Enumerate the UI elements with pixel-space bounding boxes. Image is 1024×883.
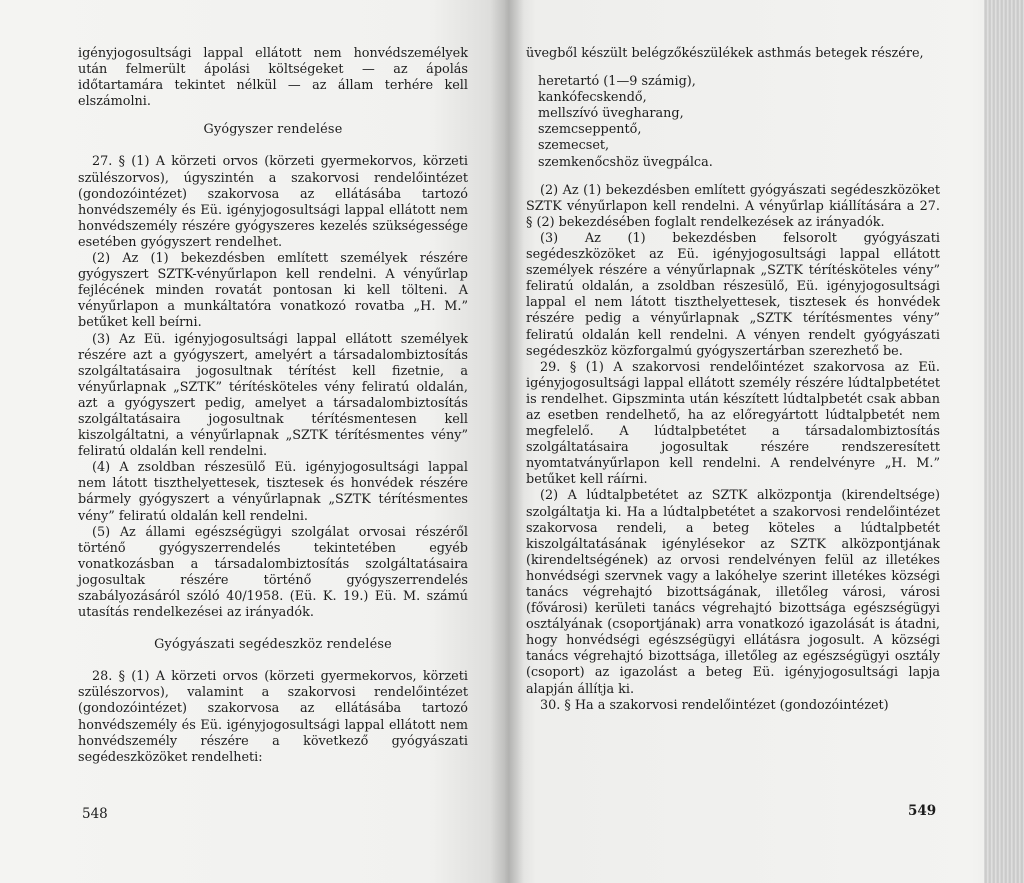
left-page-text xyxy=(78,46,468,766)
right-intro-paragraph: üvegből készült belégzőkészülékek asthmás betegek részére, xyxy=(526,46,924,61)
section-heading-medicine: Gyógyszer rendelése xyxy=(203,122,343,138)
paragraph-28-3: (3) Az (1) bekezdésben felsorolt gyógyászati segédeszközöket az Eü. igényjogosultsági lappal ellátott személyek részére a vényűrlapnak „SZTK térítésköteles vény” feliratú oldalán, a zsoldban részesülő, Eü. igényjogosultsági lappal el nem látott tiszthelyettesek, tisztesek és honvédek részére pedig a vényűrlapnak „SZTK térítésmentes vény” feliratú oldalán kell rendelni. A vényen rendelt gyógyászati segédeszköz közforgalmú gyógyszertárban szerezhető be. xyxy=(526,230,940,359)
left-page-number: 548 xyxy=(82,806,108,822)
list-item: heretartó (1—9 számig), xyxy=(538,74,696,90)
paragraph-27-4: (4) A zsoldban részesülő Eü. igényjogosultsági lappal nem látott tiszthelyettesek, tisztesek és honvédek részére bármely gyógyszert a vényűrlapnak „SZTK térítésmentes vény” feliratú oldalán kell rendelni. xyxy=(78,460,468,524)
paragraph-29-2: (2) A lúdtalpbetétet az SZTK alközpontja (kirendeltsége) szolgáltatja ki. Ha a lúdtalpbetétet a szakorvosi rendelőintézet szakorvosa rendeli, a beteg köteles a lúdtalpbetét kiszolgáltatásának igénylésekor az SZTK alközpontjának (kirendeltségének) az orvosi rendelvényen felül az illetékes honvédségi szervnek vagy a lakóhelye szerint illetékes községi tanács végrehajtó bizottságának, illetőleg városi, városi (fővárosi) kerületi tanács végrehajtó bizottsága egészségügyi osztályának (csoportjának) arra vonatkozó igazolását is átadni, hogy honvédségi egészségügyi ellátásra jogosult. A községi tanács végrehajtó bizottsága, illetőleg az egészségügyi osztály (csoport) az igazolást a beteg Eü. igényjogosultsági lapja alapján állítja ki. xyxy=(526,488,940,697)
list-item: mellszívó üvegharang, xyxy=(538,106,684,122)
paragraph-28-1: 28. § (1) A körzeti orvos (körzeti gyermekorvos, körzeti szülészorvos), valamint a szakorvosi rendelőintézet (gondozóintézet) szakorvosa az ellátásába tartozó honvédszemély és Eü. igényjogosultsági lappal ellátott nem honvédszemély részére a következő gyógyászati segédeszközöket rendelheti: xyxy=(78,669,468,765)
paragraph-29-1: 29. § (1) A szakorvosi rendelőintézet szakorvosa az Eü. igényjogosultsági lappal ellátott személy részére lúdtalpbetétet is rendelhet. Gipszminta után készített lúdtalpbetét csak abban az esetben rendelhető, ha az előregyártott lúdtalpbetét nem megfelelő. A lúdtalpbetétet a társadalombiztosítás szolgáltatásaira jogosultak részére rendszeresített nyomtatványűrlapon kell rendelni. A rendelvényre „H. M.” betűket kell ráírni. xyxy=(526,359,940,488)
paragraph-27-1: 27. § (1) A körzeti orvos (körzeti gyermekorvos, körzeti szülészorvos), úgyszintén a szakorvosi rendelőintézet (gondozóintézet) szakorvosa az ellátásába tartozó honvédszemély és Eü. igényjogosultsági lappal ellátott nem honvédszemély részére gyógyszeres kezelés szükségessége esetében gyógyszert rendelhet. xyxy=(78,154,468,250)
list-item: szemcseppentő, xyxy=(538,122,642,138)
section-heading-medical-aids: Gyógyászati segédeszköz rendelése xyxy=(154,637,392,653)
medical-aids-list xyxy=(526,74,940,171)
paragraph-27-3: (3) Az Eü. igényjogosultsági lappal ellátott személyek részére azt a gyógyszert, amelyért a társadalombiztosítás szolgáltatásaira jogosultnak térítést kell fizetnie, a vényűrlapnak „SZTK” térítésköteles vény feliratú oldalán, azt a gyógyszert pedig, amelyet a társadalombiztosítás szolgáltatásaira jogosultnak térítésmentesen kell kiszolgáltatni, a vényűrlapnak „SZTK térítésmentes vény” feliratú oldalán kell rendelni. xyxy=(78,331,468,460)
paragraph-27-5: (5) Az állami egészségügyi szolgálat orvosai részéről történő gyógyszerrendelés tekintetében egyéb vonatkozásban a társadalombiztosítás szolgáltatásaira jogosultak részére történő gyógyszerrendelés szabályozásáról szóló 40/1958. (Eü. K. 19.) Eü. M. számú utasítás rendelkezései az irányadók. xyxy=(78,524,468,621)
paragraph-27-2: (2) Az (1) bekezdésben említett személyek részére gyógyszert SZTK-vényűrlapon kell rendelni. A vényűrlap fejlécének minden rovatát pontosan ki kell tölteni. A vényűrlapon a munkáltatóra vonatkozó rovatba „H. M.” betűket kell beírni. xyxy=(78,251,468,331)
paragraph-30: 30. § Ha a szakorvosi rendelőintézet (gondozóintézet) xyxy=(540,697,889,713)
right-page-text xyxy=(526,46,940,714)
page-edges xyxy=(984,0,1024,883)
list-item: szemecset, xyxy=(538,138,610,154)
book-gutter-shadow xyxy=(490,0,524,883)
paragraph-28-2: (2) Az (1) bekezdésben említett gyógyászati segédeszközöket SZTK vényűrlapon kell rendelni. A vényűrlap kiállítására a 27. § (2) bekezdésében foglalt rendelkezések az irányadók. xyxy=(526,182,940,230)
left-intro-paragraph: igényjogosultsági lappal ellátott nem honvédszemélyek után felmerült ápolási költségeket — az ápolás időtartamára tekintet nélkül — az állam terhére kell elszámolni. xyxy=(78,46,468,110)
list-item: szemkenőcshöz üvegpálca. xyxy=(538,154,713,170)
right-page-number: 549 xyxy=(908,803,937,819)
list-item: kankófecskendő, xyxy=(538,90,647,106)
left-page xyxy=(0,0,505,883)
